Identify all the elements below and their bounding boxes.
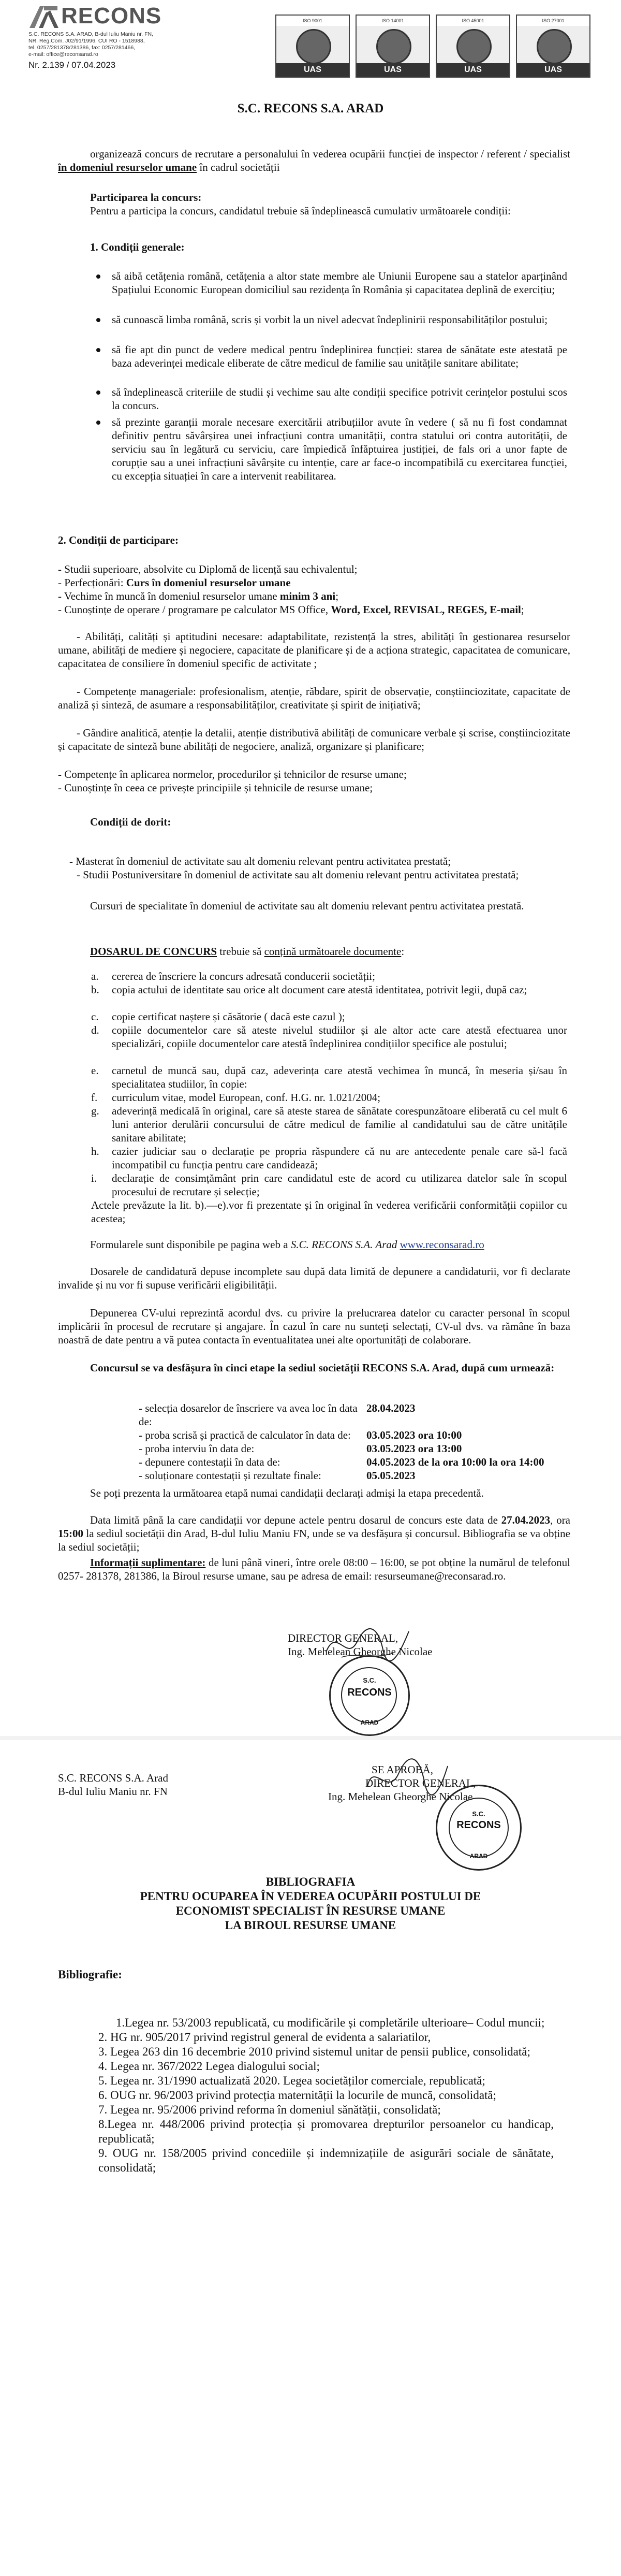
schedule-label: - proba interviu în data de: [139, 1442, 255, 1455]
bullet-icon [96, 421, 100, 425]
dossier-item: curriculum vitae, model European, conf. H.G. nr. 1.021/2004; [112, 1091, 381, 1104]
signatory-title: DIRECTOR GENERAL, [288, 1632, 398, 1644]
company-detail-line: tel. 0257/281378/281386, fax: 0257/281466, [28, 45, 136, 51]
bibliography-item: 9. OUG nr. 158/2005 privind concediile și indemnizațiile de asigurări sociale de sănătate, consolidată; [98, 2147, 554, 2174]
schedule-label: - depunere contestații în data de: [139, 1456, 280, 1468]
dossier-item: declarație de consimțământ prin care candidatul este de acord cu utilizarea datelor sale în scopul procesului de recrutare și selecție; [112, 1172, 567, 1198]
cert-standard: ISO 9001 [276, 16, 349, 26]
stamp-center: RECONS [456, 1819, 501, 1831]
stamp-center: RECONS [347, 1687, 392, 1698]
dossier-item: adeverință medicală în original, care să ateste starea de sănătate corespunzătoare eliberată cu cel mult 6 luni anterior derulării concursului de către medicul de familie al candidatului sau de către unitățile sanitare abilitate; [112, 1105, 567, 1144]
schedule-row [139, 1401, 544, 1428]
stamp-top: S.C. [363, 1676, 376, 1684]
dossier-letter: e. [91, 1064, 99, 1077]
bullet-icon [96, 348, 100, 352]
signatory-name: Ing. Mehelean Gheorghe Nicolae [288, 1645, 433, 1658]
condition-seniority: - Vechime în muncă în domeniul resurselor umane minim 3 ani; [58, 590, 339, 602]
dossier-item: carnetul de muncă sau, după caz, adeverința care atestă vechimea în muncă, în meseria și/sau în specialitatea studiilor, în copie: [112, 1064, 567, 1090]
condition-thinking: - Gândire analitică, atenție la detalii, atenție distributivă abilități de comunicare verbale și scrise, conștiinciozitate și capacitate de sinteză bune abilități de negociere, analiză, organizare și planificare; [58, 727, 570, 752]
stamp-bottom: ARAD [469, 1853, 488, 1860]
document-title: S.C. RECONS S.A. ARAD [237, 102, 384, 115]
dossier-letter: a. [91, 970, 99, 982]
condition-studies: - Studii superioare, absolvite cu Diplomă de licență sau echivalentul; [58, 563, 358, 575]
title-line: BIBLIOGRAFIA [265, 1875, 356, 1888]
dossier-letter: h. [91, 1145, 99, 1157]
bullet-icon [96, 274, 100, 279]
cert-standard: ISO 27001 [517, 16, 589, 26]
title-line: ECONOMIST SPECIALIST ÎN RESURSE UMANE [175, 1904, 446, 1917]
crown-seal-icon [296, 29, 331, 64]
general-condition-item: să fie apt din punct de vedere medical pentru îndeplinirea funcției: starea de sănătate este atestată pe baza adeverinței medicale eliberate de către medicul de familie sau unitățile sanitare abilitate; [112, 343, 567, 369]
schedule-value: 03.05.2023 ora 13:00 [366, 1442, 462, 1455]
bibliography-item: 8.Legea nr. 448/2006 privind protecția și promovarea drepturilor persoanelor cu handicap, republicată; [98, 2118, 554, 2145]
crown-seal-icon [376, 29, 411, 64]
bibliography-item: 3. Legea 263 din 16 decembrie 2010 privind sistemul unitar de pensii publice, consolidată; [98, 2045, 530, 2058]
dossier-item: cazier judiciar sau o declarație pe propria răspundere că nu are antecedente penale care să-l facă incompatibil cu funcția pentru care candidează; [112, 1145, 567, 1171]
participation-text: Pentru a participa la concurs, candidatul trebuie să îndeplinească cumulativ următoarele condiții: [90, 205, 511, 217]
page-2 [0, 1740, 621, 2576]
bibliography-item: 2. HG nr. 905/2017 privind registrul general de evidenta a salariatilor, [98, 2031, 431, 2044]
general-condition-item: să prezinte garanții morale necesare exercitării atribuțiilor avute în vedere ( să nu fi fost condamnat definitiv pentru săvârșirea unei infracțiuni contra umanității, contra statului ori contra autorității, de serviciu sau în legătură cu serviciu, care împiedică înfăptuirea justiției, de fals ori a unor fapte de corupție sau a unei infracțiuni săvârșite cu intenție, care ar face-o incompatibilă cu exercitarea funcției, cu excepția situației în care a intervenit reabilitarea. [112, 416, 567, 482]
dossier-footer: Actele prevăzute la lit. b).—e).vor fi prezentate și în original în vederea verificării conformității copiilor cu acestea; [91, 1199, 567, 1225]
schedule-row [139, 1442, 544, 1455]
contact-info: Informații suplimentare: de luni până vineri, între orele 08:00 – 16:00, se pot obține la numărul de telefonul 0257- 281378, 281386, la Biroul resurse umane, sau pe adresa de email: resurseumane@reconsarad.ro. [58, 1556, 570, 1582]
cert-standard: ISO 14001 [357, 16, 429, 26]
dossier-heading: DOSARUL DE CONCURS trebuie să conțină următoarele documente: [90, 945, 405, 958]
schedule-value: 04.05.2023 de la ora 10:00 la ora 14:00 [366, 1456, 544, 1468]
dossier-letter: d. [91, 1024, 99, 1036]
schedule-table [139, 1401, 544, 1482]
general-condition-item: să îndeplinească criteriile de studii și vechime sau alte condiții specifice potrivit cerințelor postului scos la concurs. [112, 386, 567, 412]
cert-body: UAS [437, 63, 509, 77]
condition-competence: - Competențe în aplicarea normelor, procedurilor și tehnicilor de resurse umane; [58, 768, 407, 780]
next-stage-note: Se poți prezenta la următoarea etapă numai candidații declarați admiși la etapa precedentă. [90, 1487, 484, 1499]
schedule-row [139, 1469, 544, 1482]
company-name: S.C. RECONS S.A. Arad [58, 1772, 168, 1784]
forms-availability: Formularele sunt disponibile pe pagina web a S.C. RECONS S.A. Arad www.reconsarad.ro [90, 1238, 484, 1251]
dossier-letter: b. [91, 983, 99, 996]
desired-conditions-heading: Condiții de dorit: [90, 816, 171, 828]
dossier-item: copia actului de identitate sau orice alt document care atestă identitatea, potrivit legii, după caz; [112, 983, 527, 996]
general-conditions-heading: 1. Condiții generale: [90, 241, 185, 253]
dossier-letter: f. [91, 1091, 98, 1104]
website-link[interactable]: www.reconsarad.ro [400, 1238, 484, 1251]
general-condition-item: să cunoască limba română, scris și vorbit la un nivel adecvat îndeplinirii responsabilităților postului; [112, 313, 548, 326]
dossier-item: copie certificat naștere și căsătorie ( dacă este cazul ); [112, 1010, 345, 1023]
company-address: B-dul Iuliu Maniu nr. FN [58, 1785, 168, 1798]
bibliography-item: 5. Legea nr. 31/1990 actualizată 2020. Legea societăților comerciale, republicată; [98, 2074, 485, 2087]
title-line: PENTRU OCUPAREA ÎN VEDEREA OCUPĂRII POSTULUI DE [140, 1890, 481, 1903]
schedule-label: - selecția dosarelor de înscriere va avea loc în data de: [139, 1402, 358, 1428]
desired-master: - Masterat în domeniul de activitate sau alt domeniu relevant pentru activitatea prestată; [69, 855, 451, 867]
bibliography-item: 4. Legea nr. 367/2022 Legea dialogului social; [98, 2060, 320, 2073]
cert-body: UAS [357, 63, 429, 77]
company-stamp-icon [329, 1655, 410, 1736]
participation-conditions-heading: 2. Condiții de participare: [58, 534, 179, 546]
dossier-letter: i. [91, 1172, 97, 1184]
signature-icon [362, 1750, 450, 1802]
dossier-item: cererea de înscriere la concurs adresată conducerii societății; [112, 970, 375, 982]
stages-heading: Concursul se va desfășura în cinci etape la sediul societății RECONS S.A. Arad, după cum urmează: [90, 1362, 555, 1374]
condition-training: - Perfecționări: Curs în domeniul resurselor umane [58, 576, 291, 589]
desired-courses: Cursuri de specialitate în domeniul de activitate sau alt domeniu relevant pentru activitatea prestată. [90, 900, 524, 912]
approver-title: DIRECTOR GENERAL, [365, 1777, 476, 1789]
reference-number: Nr. 2.139 / 07.04.2023 [28, 60, 116, 70]
bibliography-heading: Bibliografie: [58, 1968, 122, 1981]
bibliography-item: 6. OUG nr. 96/2003 privind protecția maternității la locurile de muncă, consolidată; [98, 2089, 497, 2102]
approval-label: SE APROBĂ, [372, 1763, 434, 1776]
dossier-letter: c. [91, 1010, 99, 1023]
title-line: LA BIROUL RESURSE UMANE [225, 1919, 396, 1932]
company-logo-text: RECONS [61, 3, 162, 28]
recons-logo-icon [28, 4, 60, 29]
condition-knowledge: - Cunoștințe în ceea ce privește principiile și tehnicile de resurse umane; [58, 782, 373, 794]
deadline-paragraph: Data limită până la care candidații vor depune actele pentru dosarul de concurs este data de 27.04.2023, ora 15:00 la sediul societății din Arad, B-dul Iuliu Maniu FN, unde se va desfășura și concursul. Bibliografia se va obține la sediul societății; [58, 1514, 570, 1553]
bullet-icon [96, 390, 100, 395]
certification-badge [516, 15, 590, 78]
bibliography-title [0, 1875, 621, 1933]
crown-seal-icon [456, 29, 492, 64]
certification-badge [356, 15, 430, 78]
company-detail-line: S.C. RECONS S.A. ARAD, B-dul Iuliu Maniu nr. FN, [28, 31, 153, 37]
schedule-value: 05.05.2023 [366, 1469, 416, 1482]
company-detail-line: NR. Reg.Com. J02/91/1996, CUI RO - 1518988, [28, 38, 145, 44]
stamp-top: S.C. [472, 1810, 485, 1818]
dossier-item: copiile documentelor care să ateste nivelul studiilor și ale altor acte care atestă efectuarea unor specializări, copiile documentelor care atestă îndeplinirea condițiilor specifice ale postului; [112, 1024, 567, 1050]
schedule-value: 28.04.2023 [366, 1402, 416, 1414]
certification-badge [275, 15, 350, 78]
cert-body: UAS [517, 63, 589, 77]
bibliography-item: 7. Legea nr. 95/2006 privind reforma în domeniul sănătății, consolidată; [98, 2103, 441, 2116]
intro-paragraph: organizează concurs de recrutare a personalului în vederea ocupării funcției de inspector / referent / specialist în domeniul resurselor umane în cadrul societății [58, 148, 570, 173]
gdpr-notice: Depunerea CV-ului reprezintă acordul dvs. cu privire la prelucrarea datelor cu caracter personal în scopul implicării în procesul de recrutare și angajare. În cazul în care nu sunteți selectați, CV-ul dvs. va rămâne în baza noastră de date pentru a vă putea contacta în eventualitatea unei alte oportunități de colaborare. [58, 1307, 570, 1346]
schedule-row [139, 1455, 544, 1469]
company-stamp-icon [436, 1785, 522, 1871]
bibliography-item: 1.Legea nr. 53/2003 republicată, cu modificările și completările ulterioare– Codul muncii; [116, 2016, 545, 2029]
condition-computer: - Cunoștințe de operare / programare pe calculator MS Office, Word, Excel, REVISAL, REGES, E-mail; [58, 603, 524, 616]
condition-skills: - Abilități, calități și aptitudini necesare: adaptabilitate, rezistență la stres, abilități în gestionarea resurselor umane, abilități de mediere și negociere, capacitate de planificare și de a acționa strategic, capacitatea de comunicare, capacitatea de consiliere în domeniul specific de activitate ; [58, 630, 570, 670]
bullet-icon [96, 318, 100, 322]
participation-heading: Participarea la concurs: [90, 191, 202, 204]
schedule-value: 03.05.2023 ora 10:00 [366, 1429, 462, 1441]
incomplete-notice: Dosarele de candidatură depuse incomplete sau după data limită de depunere a candidaturii, vor fi declarate invalide și nu vor fi supuse verificării eligibilității. [58, 1265, 570, 1291]
cert-standard: ISO 45001 [437, 16, 509, 26]
dossier-letter: g. [91, 1105, 99, 1117]
company-email[interactable]: e-mail: office@reconsarad.ro [28, 51, 98, 57]
stamp-bottom: ARAD [360, 1719, 379, 1726]
cert-body: UAS [276, 63, 349, 77]
condition-managerial: - Competențe manageriale: profesionalism, atenție, răbdare, spirit de observație, conștiinciozitate, capacitate de analiză și sinteză, de asumare a responsabilităților, creativitate și spirit de inițiativă; [58, 685, 570, 711]
bibliography-list [98, 2016, 554, 2175]
schedule-label: - proba scrisă și practică de calculator în data de: [139, 1429, 351, 1441]
schedule-label: - soluționare contestații și rezultate finale: [139, 1469, 321, 1482]
certification-badge [436, 15, 510, 78]
approver-name: Ing. Mehelean Gheorghe Nicolae [328, 1790, 473, 1803]
crown-seal-icon [537, 29, 572, 64]
general-condition-item: să aibă cetățenia română, cetățenia a altor state membre ale Uniunii Europene sau a statelor aparținând Spațiului Economic European domiciliul sau rezidența în România și capacitatea deplină de exercițiu; [112, 270, 567, 296]
desired-postuniversity: - Studii Postuniversitare în domeniul de activitate sau alt domeniu relevant pentru activitatea prestată; [77, 869, 519, 881]
schedule-row [139, 1428, 544, 1442]
